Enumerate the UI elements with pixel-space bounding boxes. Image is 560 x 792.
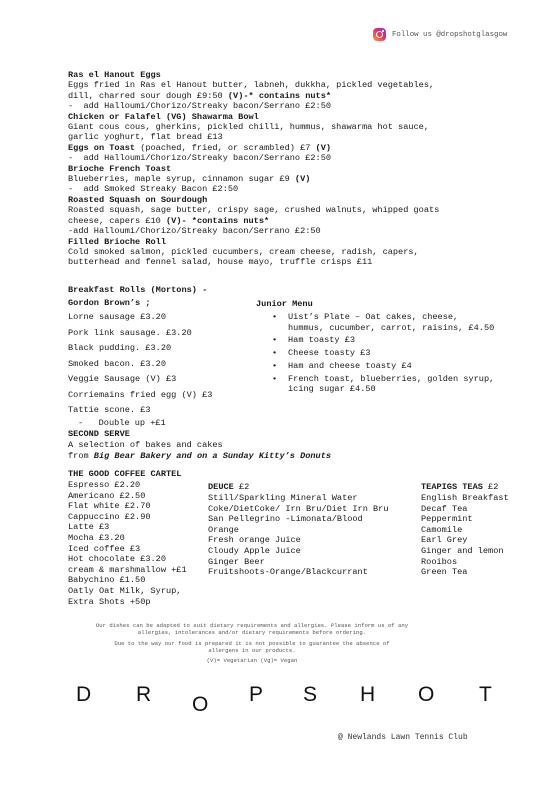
coffee-item: Latte £3 bbox=[68, 522, 110, 533]
social-handle[interactable] bbox=[373, 28, 507, 41]
logo-letter: O bbox=[418, 683, 435, 706]
coffee-item: Hot chocolate £3.20 bbox=[68, 554, 166, 565]
junior-menu-title: Junior Menu bbox=[256, 299, 313, 309]
breakfast-roll-item: Smoked bacon. £3.20 bbox=[68, 358, 166, 369]
coffee-item: Oatly Oat Milk, Syrup, bbox=[68, 585, 182, 596]
tea-item: Ginger and lemon bbox=[421, 545, 504, 556]
instagram-icon bbox=[373, 28, 386, 41]
menu-item-description: dill, charred sour dough £9:50 (V)-* contains nuts* bbox=[68, 90, 332, 101]
coffee-item: Iced coffee £3 bbox=[68, 543, 141, 554]
breakfast-rolls-title: Breakfast Rolls (Mortons) - bbox=[68, 285, 208, 295]
logo-letter: T bbox=[479, 683, 492, 706]
dropshot-logo bbox=[76, 683, 496, 719]
coffee-item: Espresso £2.20 bbox=[68, 480, 141, 490]
breakfast-roll-item: Veggie Sausage (V) £3 bbox=[68, 374, 177, 384]
second-serve-line1: A selection of bakes and cakes bbox=[68, 440, 223, 450]
tea-item: Decaf Tea bbox=[421, 503, 468, 514]
menu-item-title: Chicken or Falafel (VG) Shawarma Bowl bbox=[68, 111, 259, 122]
allergen-notice-2: allergens in our products. bbox=[208, 647, 296, 654]
social-handle-text: Follow us @dropshotglasgow bbox=[392, 30, 508, 39]
drink-item: Fruitshoots-Orange/Blackcurrant bbox=[208, 567, 368, 578]
logo-letter: O bbox=[192, 693, 209, 716]
food-menu bbox=[68, 70, 439, 268]
breakfast-roll-item: Tattie scone. £3 bbox=[68, 405, 151, 415]
venue-footer: @ Newlands Lawn Tennis Club bbox=[338, 733, 468, 742]
dietary-notice-2: allergies, intolerances and/or dietary requirements before ordering. bbox=[137, 629, 367, 636]
menu-item-description: Cold smoked salmon, pickled cucumbers, cream cheese, radish, capers, bbox=[68, 246, 419, 257]
drink-item: Still/Sparkling Mineral Water bbox=[208, 493, 358, 503]
coffee-item: cream & marshmallow +£1 bbox=[68, 564, 187, 575]
allergen-notice-1: Due to the way our food is prepared it is not possible to guarantee the absence of bbox=[114, 640, 390, 647]
tea-item: English Breakfast bbox=[421, 493, 509, 503]
tea-item: Rooibos bbox=[421, 556, 458, 567]
tea-item: Peppermint bbox=[421, 514, 473, 525]
junior-menu-item: • Cheese toasty £3 bbox=[272, 348, 494, 359]
menu-item-description: garlic yoghurt, flat bread £13 bbox=[68, 132, 223, 143]
logo-letter: H bbox=[360, 683, 376, 706]
diet-key: (V)= Vegetarian (Vg)= Vegan bbox=[206, 657, 298, 664]
menu-item-description: Giant cous cous, gherkins, pickled chilli, hummus, shawarma hot sauce, bbox=[68, 122, 429, 133]
logo-letter: S bbox=[303, 683, 318, 706]
coffee-title: THE GOOD COFFEE CARTEL bbox=[68, 469, 182, 479]
tea-item: Camomile bbox=[421, 524, 463, 535]
coffee-item: Babychino £1.50 bbox=[68, 575, 146, 586]
coffee-item: Mocha £3.20 bbox=[68, 532, 125, 543]
menu-item-title: Eggs on Toast (poached, fried, or scrambled) £7 (V) bbox=[68, 142, 332, 153]
coffee-item: Americano £2.50 bbox=[68, 490, 146, 501]
menu-item-description: - add Halloumi/Chorizo/Streaky bacon/Serrano £2:50 bbox=[68, 101, 332, 112]
junior-menu-item: • French toast, blueberries, golden syrup, icing sugar £4.50 bbox=[272, 374, 494, 395]
drink-item: Coke/DietCoke/ Irn Bru/Diet Irn Bru bbox=[208, 503, 389, 514]
junior-menu-item: • Ham and cheese toasty £4 bbox=[272, 361, 494, 372]
teapigs-list bbox=[421, 493, 509, 578]
menu-item-description: butterhead and fennel salad, house mayo, truffle crisps £11 bbox=[68, 257, 373, 268]
menu-item-description: -add Halloumi/Chorizo/Streaky bacon/Serrano £2:50 bbox=[68, 226, 321, 237]
coffee-item: Flat white £2.70 bbox=[68, 501, 151, 512]
second-serve-title: SECOND SERVE bbox=[68, 429, 130, 439]
drink-item: Cloudy Apple Juice bbox=[208, 545, 301, 556]
drink-item: Ginger Beer bbox=[208, 556, 265, 567]
tea-item: Green Tea bbox=[421, 567, 468, 578]
teapigs-title: TEAPIGS TEAS £2 bbox=[421, 482, 499, 492]
breakfast-roll-item: Lorne sausage £3.20 bbox=[68, 312, 166, 322]
breakfast-roll-item: Black pudding. £3.20 bbox=[68, 343, 172, 353]
drink-item: San Pellegrino -Limonata/Blood bbox=[208, 514, 363, 525]
drink-item: Fresh orange Juice bbox=[208, 535, 301, 546]
coffee-item: Extra Shots +50p bbox=[68, 596, 151, 607]
logo-letter: P bbox=[249, 683, 264, 706]
deuce-title: DEUCE £2 bbox=[208, 482, 250, 492]
junior-menu-item: • Uist’s Plate – Oat cakes, cheese, hummus, cucumber, carrot, raisins, £4.50 bbox=[272, 312, 494, 333]
menu-item-title: Filled Brioche Roll bbox=[68, 236, 166, 247]
drink-item: Orange bbox=[208, 524, 239, 535]
junior-menu-item: • Ham toasty £3 bbox=[272, 335, 494, 346]
menu-item-title: Brioche French Toast bbox=[68, 163, 172, 174]
gordon-browns-title: Gordon Brown’s ; bbox=[68, 298, 151, 308]
breakfast-roll-item: Corriemains fried egg (V) £3 bbox=[68, 389, 213, 400]
menu-item-description: Roasted squash, sage butter, crispy sage, crushed walnuts, whipped goats bbox=[68, 205, 440, 216]
menu-item-description: Eggs fried in Ras el Hanout butter, labneh, dukkha, pickled vegetables, bbox=[68, 80, 435, 91]
menu-item-description: cheese, capers £10 (V)- *contains nuts* bbox=[68, 215, 270, 226]
menu-item-title: Roasted Squash on Sourdough bbox=[68, 194, 208, 205]
menu-item-description: - add Smoked Streaky Bacon £2:50 bbox=[68, 184, 239, 195]
tea-item: Earl Grey bbox=[421, 535, 468, 546]
breakfast-rolls-list bbox=[68, 310, 212, 419]
deuce-list bbox=[208, 493, 389, 578]
coffee-item: Cappuccino £2.90 bbox=[68, 511, 151, 522]
menu-item-title: Ras el Hanout Eggs bbox=[68, 70, 161, 80]
breakfast-roll-item: Pork link sausage. £3.20 bbox=[68, 327, 192, 338]
dietary-notice-1: Our dishes can be adapted to suit dietary requirements and allergies. Please inform us of any bbox=[95, 622, 409, 629]
logo-letter: R bbox=[136, 683, 152, 706]
menu-item-description: - add Halloumi/Chorizo/Streaky bacon/Serrano £2:50 bbox=[68, 153, 332, 164]
breakfast-rolls-extra: - Double up +£1 bbox=[78, 418, 166, 428]
menu-item-description: Blueberries, maple syrup, cinnamon sugar £9 (V) bbox=[68, 174, 311, 185]
second-serve-line2: from Big Bear Bakery and on a Sunday Kitty’s Donuts bbox=[68, 451, 332, 461]
coffee-list bbox=[68, 480, 187, 607]
junior-menu-list bbox=[272, 312, 494, 397]
logo-letter: D bbox=[76, 683, 92, 706]
